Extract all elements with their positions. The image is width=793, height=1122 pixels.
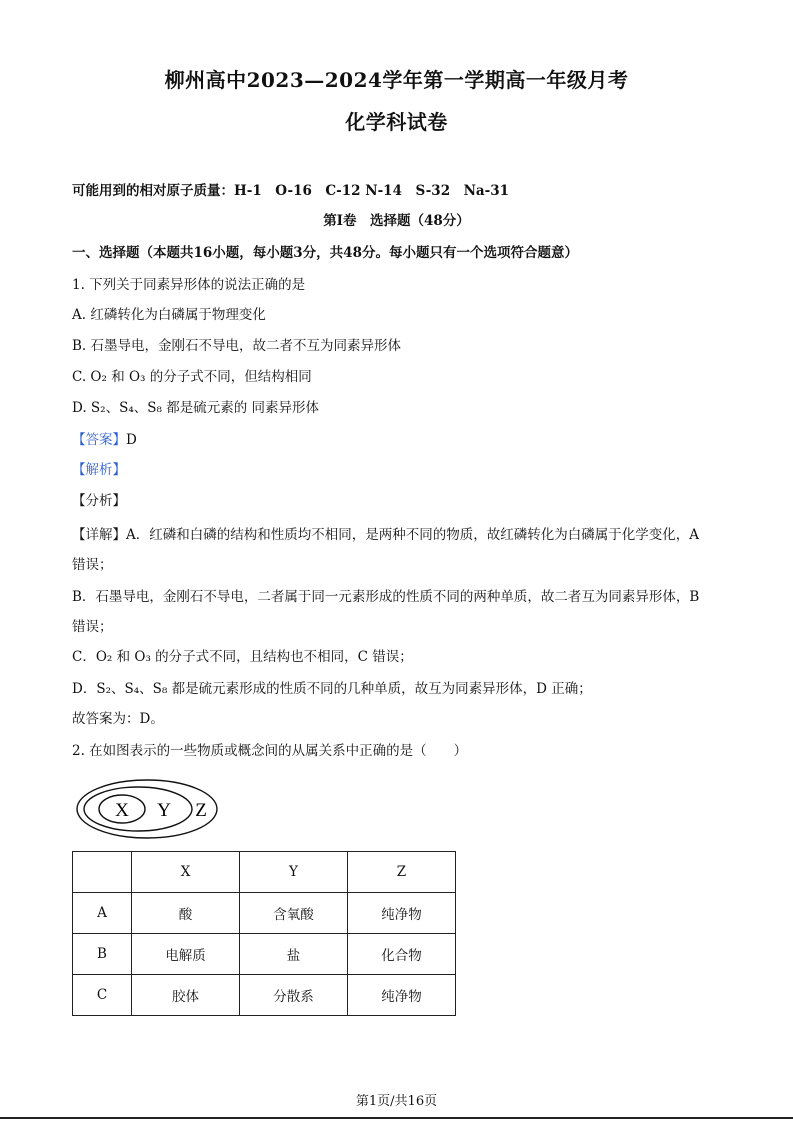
table-header-cell <box>73 852 132 893</box>
q1-option-d: D. S₂、S₄、S₈ 都是硫元素的 同素异形体 <box>72 400 319 416</box>
table-header-cell: Z <box>348 852 456 893</box>
q1-detail-b: B．石墨导电，金刚石不导电，二者属于同一元素形成的性质不同的两种单质，故二者互为同素异形体，B <box>72 589 700 605</box>
q1-detail-b-cont: 错误； <box>72 619 113 635</box>
ellipse-y <box>84 787 192 831</box>
diagram-label-x: X <box>115 800 129 821</box>
table-cell: A <box>73 893 132 934</box>
exam-title: 柳州高中2023—2024学年第一学期高一年级月考 <box>164 68 629 92</box>
atomic-masses: 可能用到的相对原子质量：H-1 O-16 C-12 N-14 S-32 Na-31 <box>72 183 510 199</box>
fenxi-tag: 【分析】 <box>72 493 126 509</box>
diagram-label-y: Y <box>157 800 171 821</box>
q1-answer <box>72 431 137 449</box>
table-cell: 盐 <box>240 934 348 975</box>
nested-ellipse-diagram <box>76 778 222 840</box>
q2-options-table <box>72 851 456 1016</box>
q1-detail-c: C．O₂ 和 O₃ 的分子式不同，且结构也不相同，C 错误； <box>72 649 413 665</box>
table-cell: 酸 <box>132 893 240 934</box>
q1-detail-d: D．S₂、S₄、S₈ 都是硫元素形成的性质不同的几种单质，故互为同素异形体，D 正确； <box>72 681 592 697</box>
table-row <box>73 934 456 975</box>
q1-detail-a-cont: 错误； <box>72 557 113 573</box>
exam-subtitle: 化学科试卷 <box>345 110 448 134</box>
answer-value: D <box>126 432 137 448</box>
table-cell: 纯净物 <box>348 893 456 934</box>
table-cell: 电解质 <box>132 934 240 975</box>
q1-option-b: B. 石墨导电，金刚石不导电，故二者不互为同素异形体 <box>72 338 402 354</box>
table-header-cell: Y <box>240 852 348 893</box>
answer-tag: 【答案】 <box>72 432 126 448</box>
diagram-label-z: Z <box>195 800 207 821</box>
part-heading: 一、选择题（本题共16小题，每小题3分，共48分。每小题只有一个选项符合题意） <box>72 245 578 261</box>
section-heading: 第Ⅰ卷 选择题（48分） <box>323 213 470 229</box>
table-cell: 分散系 <box>240 975 348 1016</box>
table-cell: 含氧酸 <box>240 893 348 934</box>
q2-stem: 2. 在如图表示的一些物质或概念间的从属关系中正确的是（ ） <box>72 743 468 759</box>
q1-conclusion: 故答案为：D。 <box>72 711 164 727</box>
table-cell: B <box>73 934 132 975</box>
table-cell: C <box>73 975 132 1016</box>
q1-detail-a: 【详解】A．红磷和白磷的结构和性质均不相同，是两种不同的物质，故红磷转化为白磷属于化学变化，A <box>72 527 699 543</box>
table-cell: 化合物 <box>348 934 456 975</box>
table-cell: 胶体 <box>132 975 240 1016</box>
footer-divider <box>0 1117 793 1119</box>
table-row <box>73 893 456 934</box>
table-row <box>73 975 456 1016</box>
page-number: 第1页/共16页 <box>355 1094 438 1109</box>
q1-option-a: A. 红磷转化为白磷属于物理变化 <box>72 307 266 323</box>
q1-stem: 1. 下列关于同素异形体的说法正确的是 <box>72 277 306 293</box>
table-header-cell: X <box>132 852 240 893</box>
analysis-tag: 【解析】 <box>72 462 126 478</box>
table-header-row <box>73 852 456 893</box>
table-cell: 纯净物 <box>348 975 456 1016</box>
q1-option-c: C. O₂ 和 O₃ 的分子式不同，但结构相同 <box>72 369 312 385</box>
